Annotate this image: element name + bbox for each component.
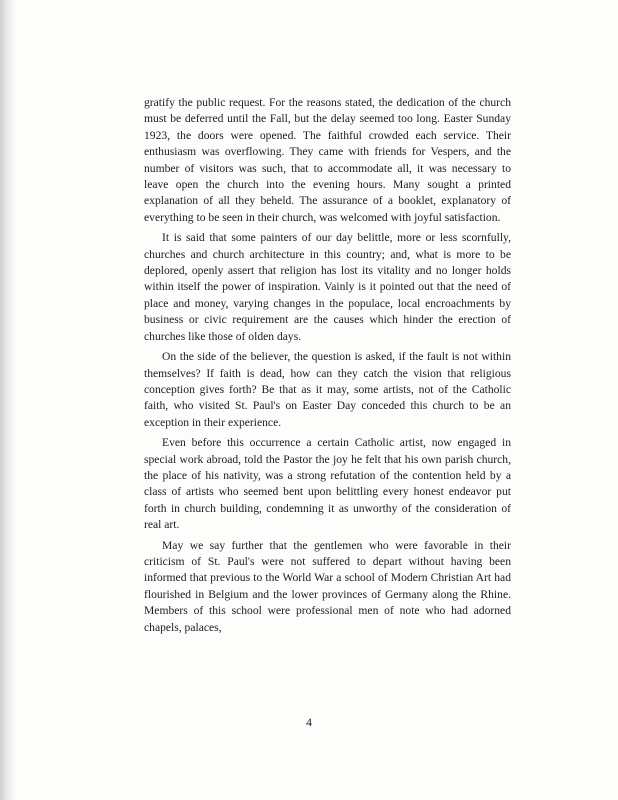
paragraph-4: Even before this occurrence a certain Catholic artist, now engaged in special work abroad, told the Pastor the joy he felt that his own parish church, the place of his nativity, was a strong refutation of the contention held by a class of artists who seemed bent upon belittling every honest endeavor put forth in church building, condemning it as unworthy of the consideration of real art. [144,436,511,532]
paragraph-2: It is said that some painters of our day belittle, more or less scornfully, churches and church architecture in this country; and, what is more to be deplored, openly assert that religion has lost its vitality and no longer holds within itself the power of inspiration. Vainly is it pointed out that the need of place and money, varying changes in the populace, local encroachments by business or civic requirement are the causes which hinder the erection of churches like those of olden days. [144,231,511,343]
paragraph-1: gratify the public request. For the reasons stated, the dedication of the church must be deferred until the Fall, but the delay seemed too long. Easter Sunday 1923, the doors were opened. The faithful crowded each service. Their enthusiasm was overflowing. They came with friends for Vespers, and the number of visitors was such, that to accommodate all, it was necessary to leave open the church into the evening hours. Many sought a printed explanation of all they beheld. The assurance of a booklet, explanatory of everything to be seen in their church, was welcomed with joyful satisfaction. [144,96,511,224]
page-binding-shadow [0,0,16,800]
body-text [144,95,511,640]
page-number: 4 [306,715,312,729]
paragraph-5: May we say further that the gentlemen who were favorable in their criticism of St. Paul's were not suffered to depart without having been informed that previous to the World War a school of Modern Christian Art had flourished in Belgium and the lower provinces of Germany along the Rhine. Members of this school were professional men of note who had adorned chapels, palaces, [144,538,511,634]
paragraph-3: On the side of the believer, the question is asked, if the fault is not within themselves? If faith is dead, how can they catch the vision that religious conception gives forth? Be that as it may, some artists, not of the Catholic faith, who visited St. Paul's on Easter Day conceded this church to be an exception in their experience. [144,350,511,429]
